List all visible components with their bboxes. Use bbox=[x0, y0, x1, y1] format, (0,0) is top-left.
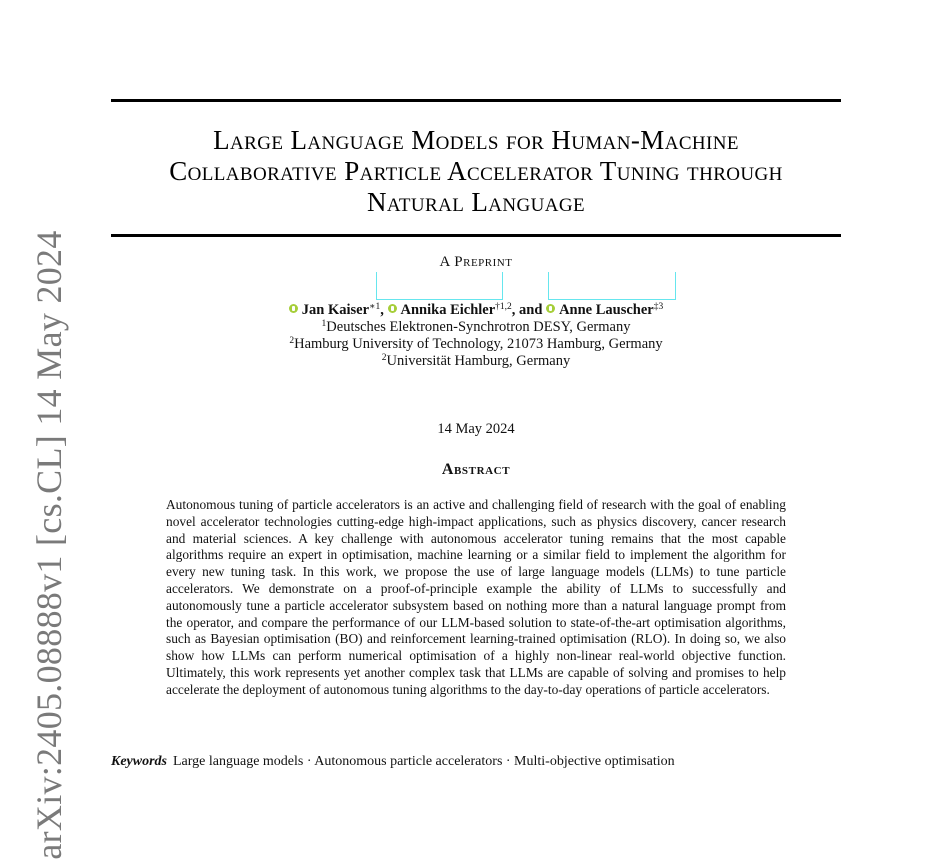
author-marks: ∗1 bbox=[369, 302, 381, 312]
affiliation-text: Hamburg University of Technology, 21073 Hamburg, Germany bbox=[294, 336, 663, 352]
title-line-1: Large Language Models for Human-Machine bbox=[213, 125, 739, 155]
paper-title bbox=[111, 125, 841, 218]
affiliation-3 bbox=[111, 350, 841, 370]
author-link-box-eichler[interactable] bbox=[376, 272, 503, 300]
orcid-icon[interactable] bbox=[546, 304, 555, 313]
author-name[interactable]: Jan Kaiser bbox=[301, 302, 370, 318]
affiliation-mark: 1 bbox=[321, 319, 327, 329]
preprint-label: A Preprint bbox=[439, 254, 513, 270]
author-marks: †1,2 bbox=[495, 302, 512, 312]
affiliation-mark: 2 bbox=[381, 353, 387, 363]
author-name[interactable]: Annika Eichler bbox=[400, 302, 496, 318]
author-link-box-lauscher[interactable] bbox=[548, 272, 676, 300]
orcid-icon[interactable] bbox=[388, 304, 397, 313]
title-line-2: Collaborative Particle Accelerator Tuning through bbox=[169, 156, 783, 186]
title-top-rule bbox=[111, 99, 841, 102]
affiliation-text: Universität Hamburg, Germany bbox=[386, 353, 571, 369]
arxiv-identifier-stamp[interactable]: arXiv:2405.08888v1 [cs.CL] 14 May 2024 bbox=[29, 230, 69, 860]
keywords-line bbox=[111, 753, 841, 770]
abstract-body: Autonomous tuning of particle accelerators is an active and challenging field of research with the goal of enabling novel accelerator technologies cutting-edge high-impact applications, such as physics discovery, cancer research and material sciences. A key challenge with autonomous accelerator tuning remains that the most capable algorithms require an expert in optimisation, machine learning or a similar field to implement the algorithm for every new tuning task. In this work, we propose the use of large language models (LLMs) to tune particle accelerators. We demonstrate on a proof-of-principle example the ability of LLMs to successfully and autonomously tune a particle accelerator subsystem based on nothing more than a natural language prompt from the operator, and compare the performance of our LLM-based solution to state-of-the-art optimisation algorithms, such as Bayesian optimisation (BO) and reinforcement learning-trained optimisation (RLO). In doing so, we also show how LLMs can perform numerical optimisation of a highly non-linear real-world objective function. Ultimately, this work represents yet another complex task that LLMs are capable of solving and promises to help accelerate the deployment of autonomous tuning algorithms to the day-to-day operations of particle accelerators. bbox=[166, 497, 786, 697]
author-name[interactable]: Anne Lauscher bbox=[559, 302, 654, 318]
title-bottom-rule bbox=[111, 234, 841, 237]
title-line-3: Natural Language bbox=[366, 187, 586, 217]
affiliation-mark: 2 bbox=[289, 336, 295, 346]
keywords-label: Keywords bbox=[111, 754, 167, 769]
publication-date: 14 May 2024 bbox=[437, 421, 515, 437]
orcid-icon[interactable] bbox=[289, 304, 298, 313]
author-marks: ‡3 bbox=[653, 302, 664, 312]
author-separator: , and bbox=[511, 302, 547, 318]
author-separator: , bbox=[380, 302, 388, 318]
affiliation-text: Deutsches Elektronen-Synchrotron DESY, Germany bbox=[326, 319, 631, 335]
keywords-text: Large language models · Autonomous particle accelerators · Multi-objective optimisation bbox=[173, 754, 675, 769]
abstract-heading: Abstract bbox=[441, 461, 511, 478]
